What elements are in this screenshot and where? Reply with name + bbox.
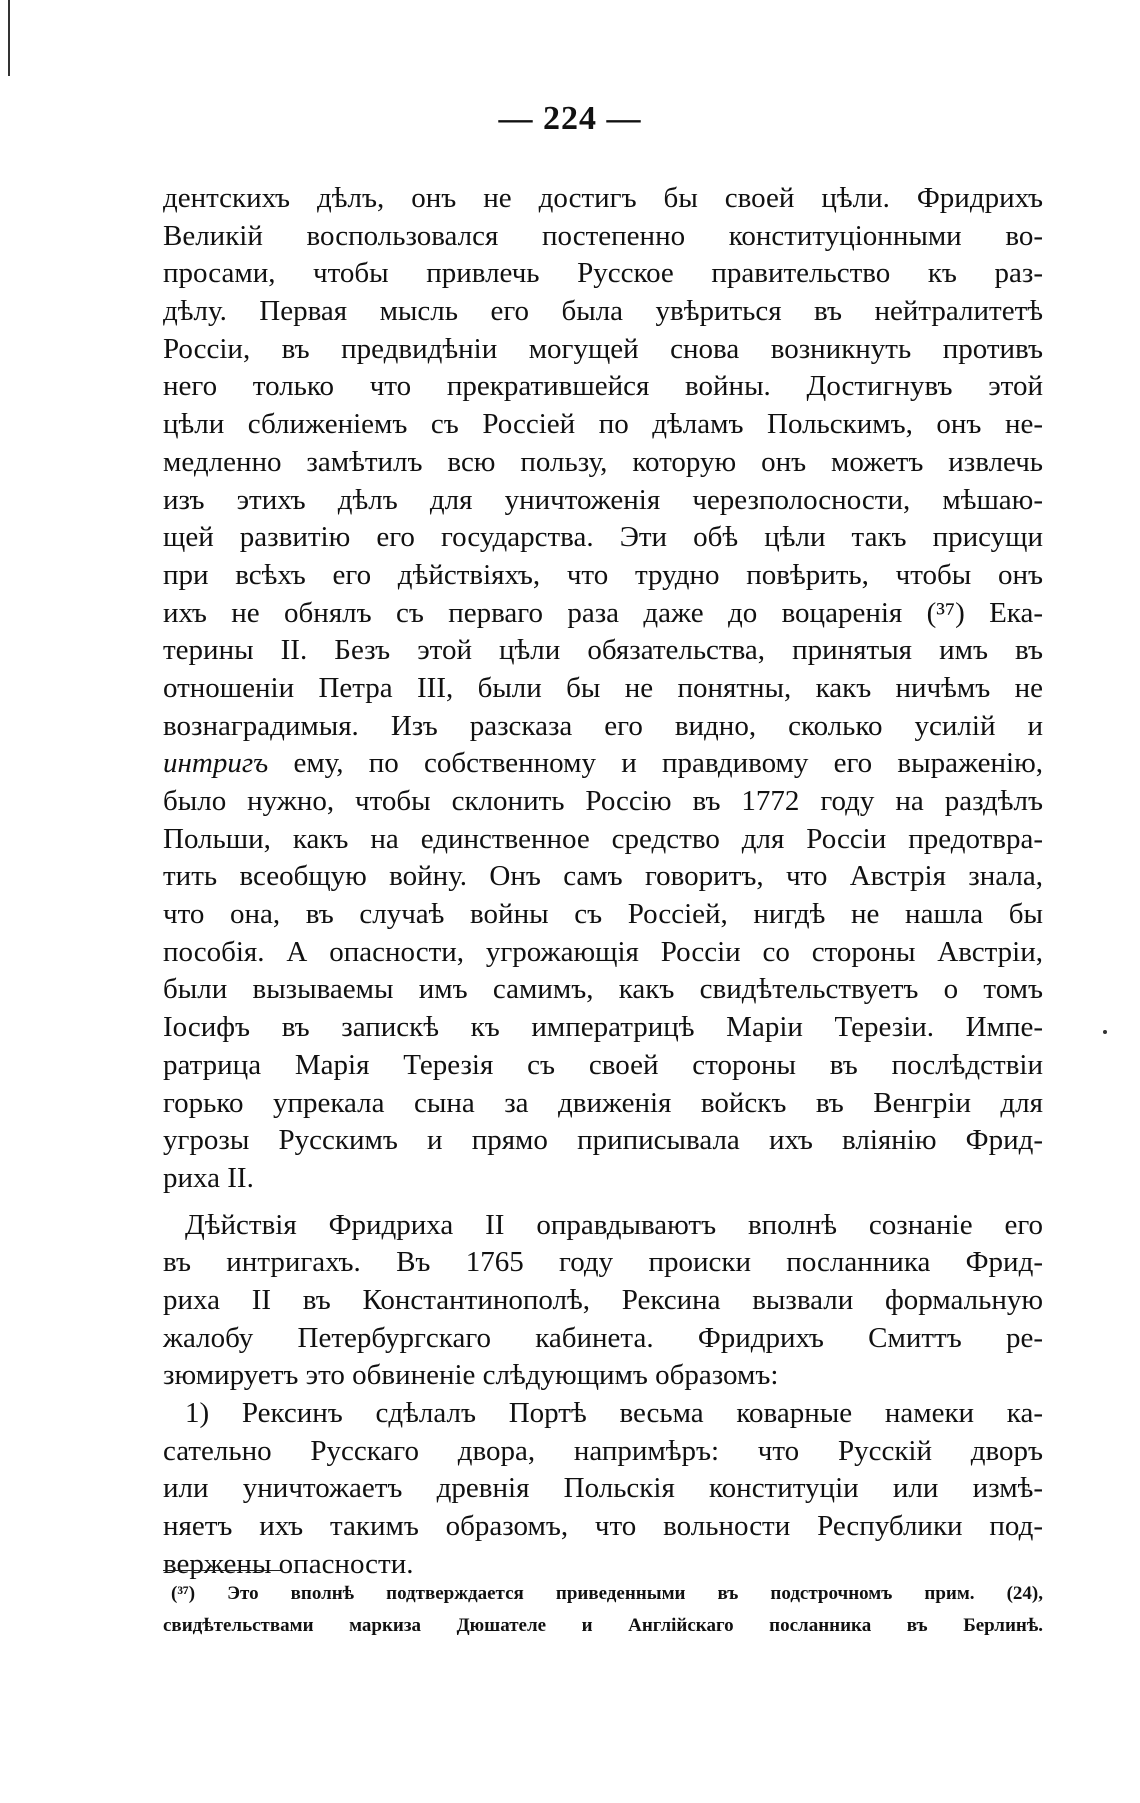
text-line: отношеніи Петра III, были бы не понятны, какъ ничѣмъ не (163, 671, 1043, 704)
text-line: дѣлу. Первая мысль его была увѣриться въ нейтралитетѣ (163, 295, 1043, 328)
text-line: цѣли сближеніемъ съ Россіей по дѣламъ Польскимъ, онъ не- (163, 408, 1043, 441)
text-line: Польши, какъ на единственное средство для Россіи предотвра- (163, 822, 1043, 855)
body-text (163, 180, 1043, 1583)
text-line: изъ этихъ дѣлъ для уничтоженія черезполосности, мѣшаю- (163, 483, 1043, 516)
text-line: вержены опасности. (163, 1547, 414, 1580)
text-line: тить всеобщую войну. Онъ самъ говоритъ, что Австрія знала, (163, 860, 1043, 893)
text-line: няетъ ихъ такимъ образомъ, что вольности Республики под- (163, 1510, 1043, 1543)
text-line: щей развитію его государства. Эти обѣ цѣли такъ присущи (163, 521, 1043, 554)
text-line: или уничтожаетъ древнія Польскія конституціи или измѣ- (163, 1472, 1043, 1505)
line-text: ему, по собственному и правдивому его выраженію, (293, 747, 1043, 780)
text-line: пособія. А опасности, угрожающія Россіи со стороны Австріи, (163, 935, 1043, 968)
text-line: было нужно, чтобы склонить Россію въ 1772 году на раздѣлъ (163, 785, 1043, 817)
footnote-rule (163, 1570, 283, 1571)
text-line: Іосифъ въ запискѣ къ императрицѣ Маріи Терезіи. Импе- (163, 1011, 1043, 1044)
text-line: ихъ не обнялъ съ перваго раза даже до воцаренія (³⁷) Ека- (163, 596, 1043, 629)
text-line: терины II. Безъ этой цѣли обязательства, принятыя имъ въ (163, 634, 1043, 667)
stray-ink-dot (1103, 1030, 1107, 1034)
text-line: горько упрекала сына за движенія войскъ въ Венгріи для (163, 1086, 1043, 1119)
text-line: Дѣйствія Фридриха II оправдываютъ вполнѣ сознаніе его (185, 1208, 1043, 1241)
text-line: Великій воспользовался постепенно конституціонными во- (163, 219, 1043, 252)
text-line: ратрица Марія Терезія съ своей стороны въ послѣдствіи (163, 1048, 1043, 1081)
text-line: въ интригахъ. Въ 1765 году происки посланника Фрид- (163, 1246, 1043, 1279)
text-line: жалобу Петербургскаго кабинета. Фридрихъ Смиттъ ре- (163, 1321, 1043, 1354)
text-line: медленно замѣтилъ всю пользу, которую онъ можетъ извлечь (163, 445, 1043, 478)
text-line: были вызываемы имъ самимъ, какъ свидѣтельствуетъ о томъ (163, 973, 1043, 1006)
footnotes (163, 1578, 1043, 1642)
footnote-line: (³⁷) Это вполнѣ подтверждается приведенными въ подстрочномъ прим. (24), (171, 1583, 1043, 1604)
italic-word: интригъ (163, 747, 269, 780)
text-line: зюмируетъ это обвиненіе слѣдующимъ образомъ: (163, 1359, 779, 1392)
page-number: — 224 — (498, 100, 642, 137)
text-line: угрозы Русскимъ и прямо приписывала ихъ вліянію Фрид- (163, 1124, 1043, 1157)
footnote-line: свидѣтельствами маркиза Дюшателе и Англійскаго посланника въ Берлинѣ. (163, 1615, 1043, 1636)
text-line: риха II. (163, 1161, 254, 1194)
text-line: вознаградимыя. Изъ разсказа его видно, сколько усилій и (163, 709, 1043, 742)
text-line: при всѣхъ его дѣйствіяхъ, что трудно повѣрить, чтобы онъ (163, 558, 1043, 591)
text-line (163, 745, 1043, 783)
text-line: сательно Русскаго двора, напримѣръ: что Русскій дворъ (163, 1434, 1043, 1467)
text-line: что она, въ случаѣ войны съ Россіей, нигдѣ не нашла бы (163, 898, 1043, 931)
scan-edge-mark (8, 0, 10, 76)
text-line: дентскихъ дѣлъ, онъ не достигъ бы своей цѣли. Фридрихъ (163, 182, 1043, 214)
text-line: него только что прекратившейся войны. Достигнувъ этой (163, 370, 1043, 403)
text-line: просами, чтобы привлечь Русское правительство къ раз- (163, 257, 1043, 290)
text-line: 1) Рексинъ сдѣлалъ Портѣ весьма коварные намеки ка- (185, 1397, 1043, 1429)
text-line: риха II въ Константинополѣ, Рексина вызвали формальную (163, 1283, 1043, 1316)
text-line: Россіи, въ предвидѣніи могущей снова возникнуть противъ (163, 332, 1043, 365)
